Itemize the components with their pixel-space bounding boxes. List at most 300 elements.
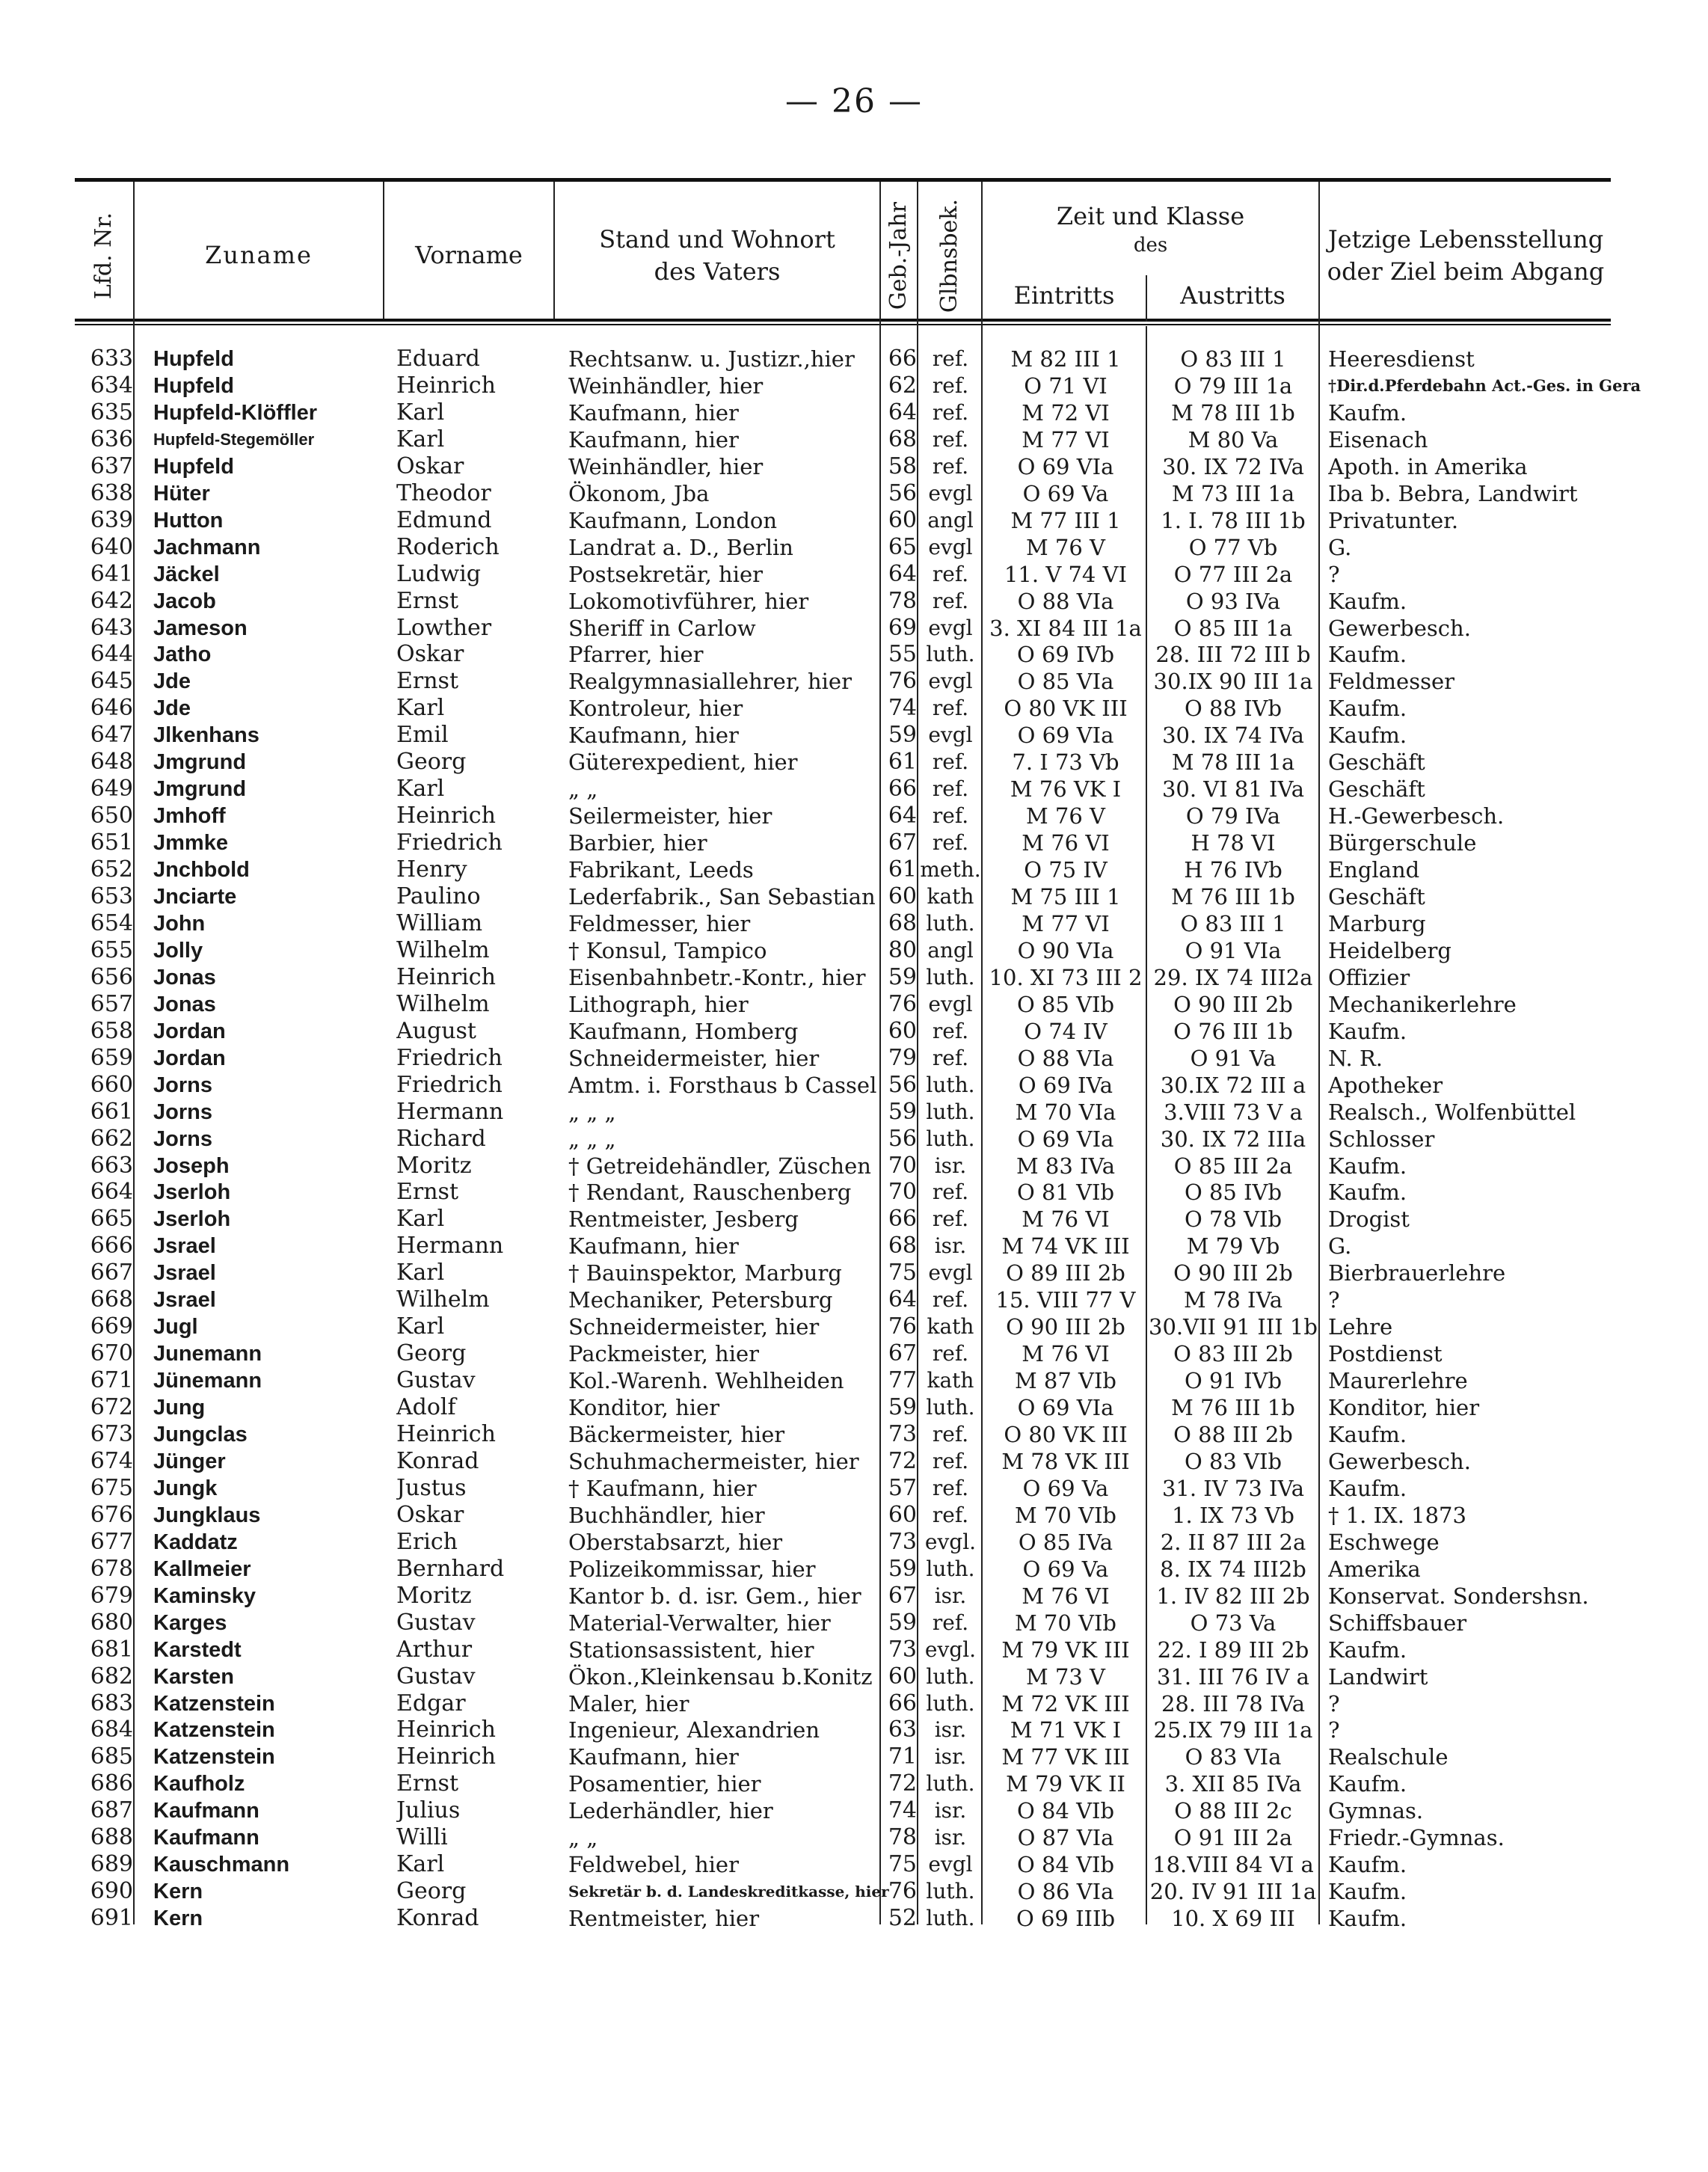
header-lebensstellung: Jetzige Lebensstellung oder Ziel beim Abgang [1327,224,1605,286]
entry-date-class: M 76 VI [1022,1583,1110,1609]
surname: Jordan [153,1046,226,1070]
surname: Karsten [153,1664,234,1689]
table-row [75,1206,1611,1233]
current-position: ? [1328,1287,1340,1313]
current-position: England [1328,857,1420,883]
table-row [75,1663,1611,1690]
row-number: 666 [90,1233,133,1260]
table-row [75,1690,1611,1717]
first-name: Justus [396,1474,467,1501]
table-row [75,1045,1611,1072]
first-name: Julius [396,1797,461,1824]
table-row [75,1717,1611,1743]
denomination: ref. [932,696,969,721]
first-name: Heinrich [396,1717,496,1743]
father-occupation: Kaufmann, hier [568,1744,739,1770]
surname: Jungklaus [153,1503,261,1527]
birth-year: 80 [888,936,917,963]
father-occupation: Ökon.,Kleinkensau b.Konitz [568,1663,873,1690]
exit-date-class: M 76 III 1b [1171,1395,1295,1421]
first-name: Hermann [396,1233,504,1260]
denomination: luth. [926,910,975,936]
denomination: luth. [926,1906,975,1931]
surname: Hupfeld-Klöffler [153,400,318,425]
surname: Jnciarte [153,885,237,909]
table-row [75,1636,1611,1663]
first-name: Oskar [396,452,464,479]
row-number: 667 [90,1260,133,1286]
father-occupation: Landrat a. D., Berlin [568,534,793,560]
surname: Kaminsky [153,1583,256,1608]
current-position: Privatunter. [1328,507,1459,533]
denomination: evgl [928,1852,973,1877]
surname: Hutton [153,508,224,533]
entry-date-class: O 71 VI [1024,372,1108,399]
birth-year: 64 [888,399,917,426]
father-occupation: Amtm. i. Forsthaus b Cassel [568,1072,877,1098]
denomination: ref. [932,1422,969,1447]
father-occupation: Sekretär b. d. Landeskreditkasse, hier [568,1883,889,1901]
table-row [75,1770,1611,1797]
denomination: ref. [932,776,969,802]
exit-date-class: 25.IX 79 III 1a [1153,1717,1313,1743]
entry-date-class: M 87 VIb [1015,1368,1116,1394]
current-position: Kaufm. [1328,1153,1407,1179]
surname: Kaufmann [153,1826,259,1850]
row-number: 652 [90,856,133,883]
entry-date-class: O 90 III 2b [1006,1314,1125,1340]
exit-date-class: 28. III 72 III b [1155,642,1311,668]
surname: Jsrael [153,1261,216,1286]
denomination: evgl. [924,1529,977,1554]
exit-date-class: 20. IV 91 III 1a [1149,1879,1317,1905]
surname: Hupfeld [153,373,234,398]
birth-year: 73 [888,1528,917,1555]
exit-date-class: 30. VI 81 IVa [1161,776,1305,803]
table-row [75,937,1611,964]
row-number: 657 [90,990,133,1017]
birth-year: 76 [888,668,917,695]
exit-date-class: 2. II 87 III 2a [1160,1529,1306,1555]
current-position: Kaufm. [1328,588,1407,614]
entry-date-class: M 76 VI [1022,1206,1110,1233]
birth-year: 79 [888,1044,917,1071]
first-name: Paulino [396,883,481,909]
exit-date-class: 31. IV 73 IVa [1161,1475,1305,1501]
father-occupation: Weinhändler, hier [568,453,764,479]
current-position: Friedr.-Gymnas. [1328,1825,1505,1851]
birth-year: 59 [888,1609,917,1636]
first-name: Ernst [396,1770,459,1797]
current-position: Gewerbesch. [1328,1448,1471,1474]
table-row [75,1099,1611,1126]
entry-date-class: O 86 VIa [1017,1879,1114,1905]
top-rule [75,178,1611,182]
birth-year: 60 [888,506,917,533]
entry-date-class: O 69 Va [1022,1475,1109,1501]
table-row [75,1018,1611,1045]
first-name: Edgar [396,1690,466,1717]
entry-date-class: M 72 VI [1022,399,1110,426]
row-number: 651 [90,829,133,856]
first-name: Emil [396,722,449,749]
father-occupation: Kaufmann, Homberg [568,1018,799,1044]
row-number: 654 [90,909,133,936]
father-occupation: Barbier, hier [568,830,707,856]
surname: Jungk [153,1476,218,1500]
birth-year: 69 [888,614,917,641]
birth-year: 56 [888,1125,917,1152]
first-name: Friedrich [396,829,503,856]
denomination: ref. [932,1179,969,1205]
entry-date-class: M 79 VK III [1001,1636,1130,1663]
first-name: Georg [396,1340,467,1367]
first-name: Heinrich [396,963,496,990]
denomination: evgl. [924,1636,977,1662]
row-number: 671 [90,1367,133,1394]
surname: Jde [153,696,191,721]
surname: Jde [153,669,191,694]
exit-date-class: 30. IX 74 IVa [1162,723,1304,749]
father-occupation: Realgymnasiallehrer, hier [568,669,852,695]
birth-year: 68 [888,1233,917,1260]
birth-year: 52 [888,1905,917,1932]
birth-year: 59 [888,1394,917,1421]
birth-year: 76 [888,990,917,1017]
current-position: ? [1328,561,1340,587]
birth-year: 66 [888,776,917,803]
exit-date-class: O 76 III 1b [1173,1018,1293,1044]
table-row [75,1610,1611,1636]
exit-date-class: O 88 III 2b [1173,1422,1293,1447]
denomination: ref. [932,1341,969,1366]
birth-year: 56 [888,479,917,506]
denomination: isr. [934,1153,967,1178]
surname: Jachmann [153,535,261,559]
first-name: Gustav [396,1663,476,1690]
birth-year: 66 [888,1206,917,1233]
current-position: Kaufm. [1328,1636,1407,1663]
father-occupation: † Kaufmann, hier [568,1475,757,1501]
surname: Kaufholz [153,1772,245,1797]
first-name: Moritz [396,1582,472,1609]
first-name: Konrad [396,1447,479,1474]
birth-year: 64 [888,1286,917,1313]
father-occupation: Weinhändler, hier [568,372,764,399]
first-name: Erich [396,1528,458,1555]
table-row [75,1233,1611,1260]
exit-date-class: 3.VIII 73 V a [1164,1099,1303,1125]
birth-year: 78 [888,1824,917,1851]
father-occupation: Eisenbahnbetr.-Kontr., hier [568,964,866,990]
birth-year: 60 [888,1663,917,1690]
exit-date-class: 30.IX 72 III a [1160,1072,1306,1098]
birth-year: 60 [888,1017,917,1044]
surname: Jmgrund [153,750,247,775]
header-stand: Stand und Wohnort des Vaters [599,224,835,286]
father-occupation: Oberstabsarzt, hier [568,1529,783,1555]
exit-date-class: 30. IX 72 IIIa [1160,1126,1306,1152]
birth-year: 74 [888,695,917,722]
father-occupation: † Konsul, Tampico [568,937,767,963]
denomination: ref. [932,803,969,829]
row-number: 665 [90,1206,133,1233]
row-number: 638 [90,479,133,506]
first-name: Arthur [396,1636,473,1663]
table-row [75,964,1611,991]
first-name: Gustav [396,1367,476,1394]
denomination: ref. [932,1206,969,1232]
denomination: ref. [932,749,969,775]
entry-date-class: 10. XI 73 III 2 [989,964,1143,990]
exit-date-class: O 77 III 2a [1173,561,1293,587]
father-occupation: „ „ [568,776,598,803]
table-row [75,399,1611,426]
entry-date-class: M 72 VK III [1001,1690,1130,1717]
first-name: Wilhelm [396,1286,490,1313]
birth-year: 72 [888,1770,917,1797]
current-position: Geschäft [1328,749,1425,776]
entry-date-class: M 82 III 1 [1010,346,1121,372]
father-occupation: Posamentier, hier [568,1771,761,1797]
father-occupation: Kaufmann, hier [568,399,739,426]
first-name: Heinrich [396,803,496,829]
exit-date-class: M 73 III 1a [1171,480,1295,506]
current-position: Schiffsbauer [1328,1610,1467,1636]
birth-year: 56 [888,1071,917,1098]
first-name: Karl [396,426,445,452]
denomination: angl [927,507,974,533]
exit-date-class: O 83 III 1 [1180,346,1286,372]
birth-year: 66 [888,1690,917,1717]
denomination: luth. [926,1879,975,1904]
birth-year: 62 [888,372,917,399]
father-occupation: Fabrikant, Leeds [568,857,754,883]
table-row [75,561,1611,588]
birth-year: 72 [888,1447,917,1474]
birth-year: 67 [888,829,917,856]
table-row [75,588,1611,615]
surname: Kaufmann [153,1799,259,1823]
exit-date-class: 29. IX 74 III2a [1153,964,1313,990]
exit-date-class: H 76 IVb [1184,857,1282,883]
exit-date-class: 1. I. 78 III 1b [1161,507,1306,533]
entry-date-class: M 76 VI [1022,1341,1110,1367]
denomination: luth. [926,1556,975,1581]
header-zuname: Zuname [205,241,313,270]
birth-year: 59 [888,722,917,749]
denomination: luth. [926,1126,975,1151]
row-number: 635 [90,399,133,426]
current-position: Konditor, hier [1328,1395,1480,1421]
surname: John [153,911,206,936]
table-row [75,426,1611,453]
denomination: isr. [934,1233,967,1259]
surname: Jünger [153,1449,226,1473]
birth-year: 77 [888,1367,917,1394]
current-position: Offizier [1328,964,1410,990]
exit-date-class: O 83 VIb [1184,1448,1282,1474]
current-position: Lehre [1328,1314,1393,1340]
exit-date-class: 22. I 89 III 2b [1157,1636,1309,1663]
current-position: Kaufm. [1328,399,1407,426]
first-name: Wilhelm [396,990,490,1017]
denomination: evgl [928,615,973,640]
current-position: Kaufm. [1328,696,1407,722]
first-name: Hermann [396,1098,504,1125]
denomination: evgl [928,1260,973,1286]
father-occupation: Schneidermeister, hier [568,1045,820,1071]
table-row [75,480,1611,507]
father-occupation: „ „ „ [568,1126,616,1152]
first-name: Bernhard [396,1555,505,1582]
table-row [75,1583,1611,1610]
row-number: 663 [90,1152,133,1179]
row-number: 689 [90,1851,133,1878]
current-position: Geschäft [1328,776,1425,803]
father-occupation: Seilermeister, hier [568,803,772,829]
header-geb-jahr: Geb.-Jahr [885,201,912,310]
surname: Jünemann [153,1369,262,1393]
exit-date-class: M 78 III 1a [1171,749,1295,776]
denomination: isr. [934,1825,967,1850]
birth-year: 67 [888,1340,917,1367]
row-number: 639 [90,506,133,533]
birth-year: 57 [888,1474,917,1501]
exit-date-class: O 83 VIa [1185,1744,1282,1770]
table-row [75,1448,1611,1475]
exit-date-class: O 85 IVb [1184,1179,1282,1206]
first-name: Ernst [396,587,459,614]
entry-date-class: O 69 Va [1022,480,1109,506]
father-occupation: Rechtsanw. u. Justizr.,hier [568,346,855,372]
table-row [75,1153,1611,1179]
first-name: Karl [396,399,445,426]
birth-year: 60 [888,883,917,909]
row-number: 640 [90,533,133,560]
table-row [75,1394,1611,1421]
current-position: Eisenach [1328,426,1428,452]
denomination: ref. [932,453,969,479]
father-occupation: Lithograph, hier [568,991,749,1017]
row-number: 664 [90,1179,133,1206]
current-position: Kaufm. [1328,1018,1407,1044]
header-austritts: Austritts [1180,281,1285,310]
row-number: 681 [90,1636,133,1663]
current-position: Bierbrauerlehre [1328,1260,1506,1286]
birth-year: 78 [888,587,917,614]
surname: Kauschmann [153,1853,290,1877]
exit-date-class: M 76 III 1b [1171,884,1295,909]
table-row [75,1260,1611,1286]
entry-date-class: M 75 III 1 [1010,884,1121,909]
exit-date-class: O 88 III 2c [1174,1798,1292,1824]
surname: Katzenstein [153,1718,275,1743]
entry-date-class: O 85 VIb [1016,991,1115,1017]
surname: Jsrael [153,1288,216,1313]
row-number: 683 [90,1690,133,1717]
birth-year: 68 [888,426,917,452]
surname: Jmmke [153,831,228,856]
header-rule-thin [75,324,1611,325]
birth-year: 67 [888,1582,917,1609]
current-position: Konservat. Sondershsn. [1328,1583,1589,1609]
first-name: Friedrich [396,1071,503,1098]
row-number: 650 [90,803,133,829]
row-number: 649 [90,776,133,803]
row-number: 691 [90,1905,133,1932]
current-position: Mechanikerlehre [1328,991,1517,1017]
row-number: 642 [90,587,133,614]
denomination: meth. [920,857,981,883]
row-number: 641 [90,560,133,587]
table-row [75,1179,1611,1206]
current-position: Kaufm. [1328,723,1407,749]
table-row [75,695,1611,722]
birth-year: 59 [888,1555,917,1582]
birth-year: 59 [888,963,917,990]
surname: Jungclas [153,1423,248,1447]
table-row [75,346,1611,372]
denomination: luth. [926,1072,975,1097]
father-occupation: Material-Verwalter, hier [568,1610,831,1636]
table-row [75,1556,1611,1583]
header-eintritts: Eintritts [1013,281,1115,310]
row-number: 685 [90,1743,133,1770]
entry-date-class: O 69 VIa [1017,1126,1114,1152]
entry-date-class: O 85 VIa [1017,669,1114,695]
exit-date-class: M 80 Va [1188,426,1279,452]
entry-date-class: O 69 VIa [1017,1395,1114,1421]
surname: Jsrael [153,1234,216,1259]
row-number: 669 [90,1313,133,1340]
denomination: isr. [934,1717,967,1743]
exit-date-class: 28. III 78 IVa [1161,1690,1306,1717]
entry-date-class: M 83 IVa [1016,1153,1116,1179]
current-position: Kaufm. [1328,1906,1407,1932]
current-position: Drogist [1328,1206,1410,1233]
father-occupation: Kontroleur, hier [568,696,743,722]
table-row [75,641,1611,668]
entry-date-class: O 75 IV [1024,857,1108,883]
father-occupation: Kaufmann, London [568,507,778,533]
row-number: 634 [90,372,133,399]
exit-date-class: O 79 IVa [1185,803,1281,829]
row-number: 686 [90,1770,133,1797]
current-position: Realschule [1328,1744,1449,1770]
denomination: ref. [932,1610,969,1635]
exit-date-class: 18.VIII 84 VI a [1152,1852,1314,1878]
row-number: 636 [90,426,133,452]
denomination: luth. [926,964,975,990]
table-row [75,803,1611,829]
denomination: kath [927,1314,974,1340]
table-row [75,1475,1611,1502]
denomination: evgl [928,534,973,559]
surname: Hupfeld [153,454,234,479]
denomination: ref. [932,588,969,613]
first-name: Georg [396,1878,467,1905]
birth-year: 75 [888,1260,917,1286]
current-position: Kaufm. [1328,1771,1407,1797]
first-name: Wilhelm [396,936,490,963]
denomination: ref. [932,1045,969,1070]
surname: Katzenstein [153,1745,275,1770]
exit-date-class: 10. X 69 III [1171,1906,1295,1932]
first-name: Theodor [396,479,491,506]
current-position: H.-Gewerbesch. [1328,803,1505,829]
denomination: luth. [926,1099,975,1124]
